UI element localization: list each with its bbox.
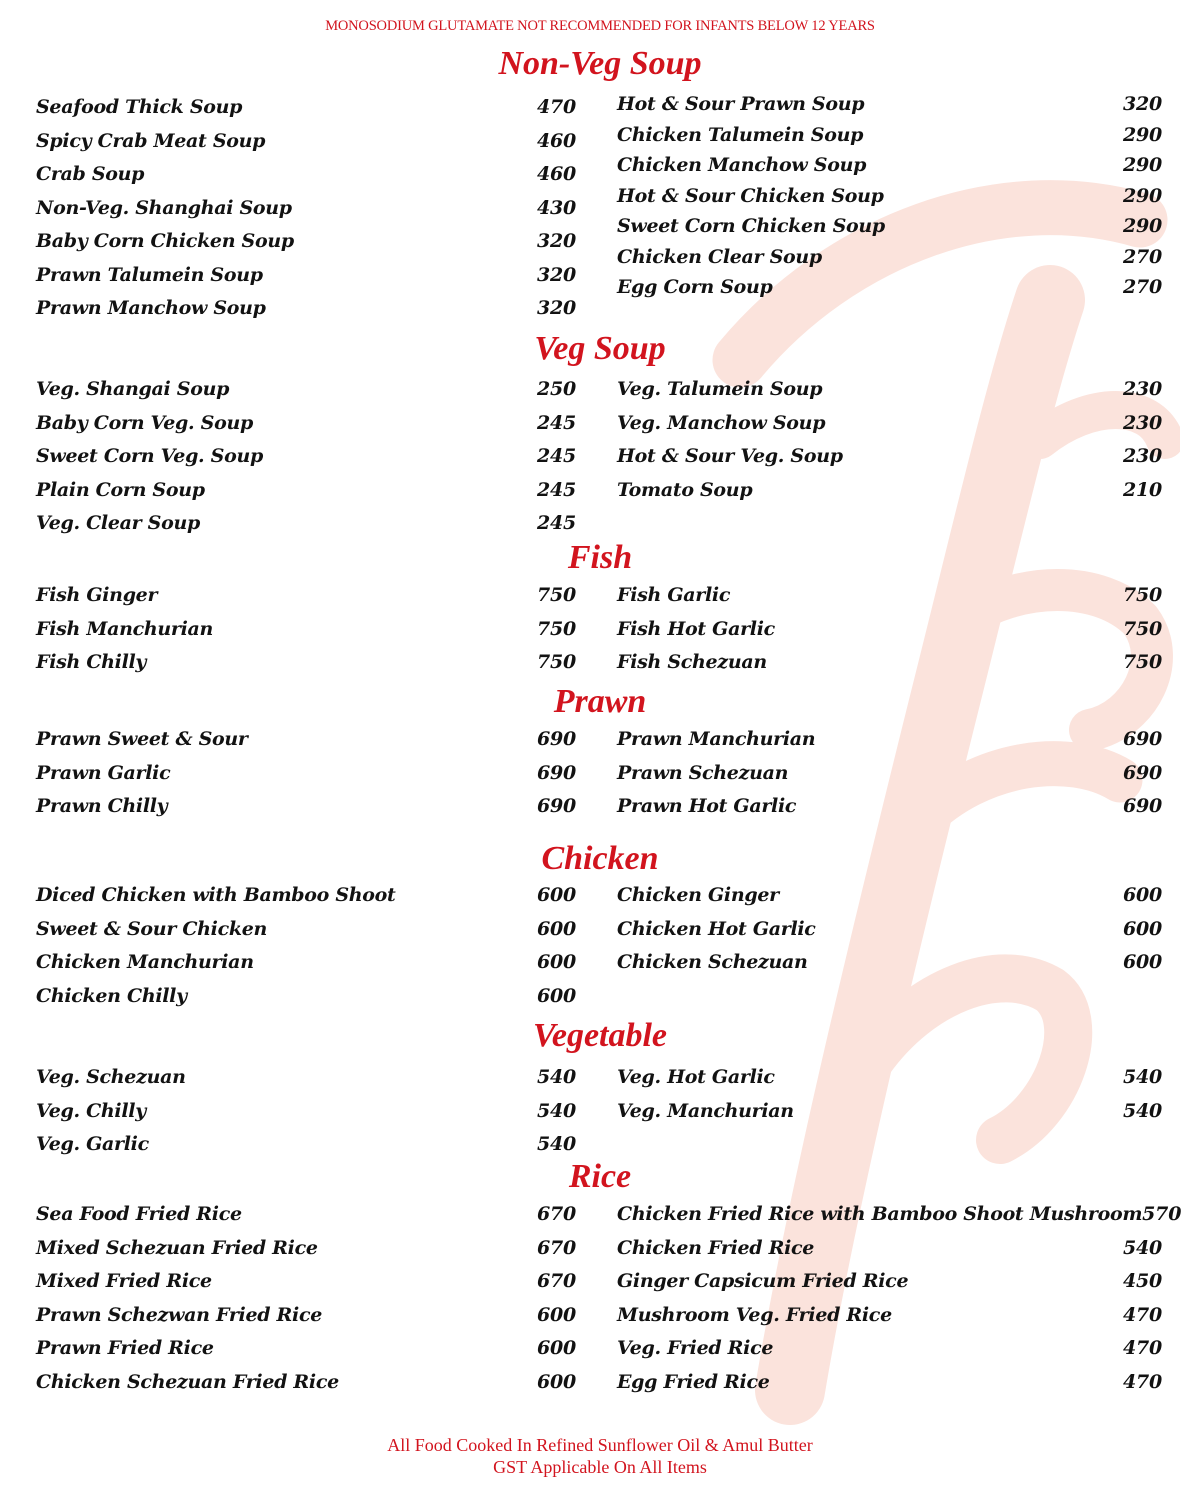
menu-item <box>617 1332 1162 1366</box>
item-price: 690 <box>536 795 576 817</box>
menu-item <box>36 292 576 326</box>
menu-item <box>36 474 576 508</box>
item-name: Prawn Hot Garlic <box>617 795 797 817</box>
item-price: 320 <box>536 297 576 319</box>
heading-rice: Rice <box>568 1158 632 1195</box>
menu-item <box>617 242 1162 273</box>
menu-item <box>617 1061 1162 1095</box>
menu-item <box>36 790 576 824</box>
item-price: 670 <box>536 1203 576 1225</box>
menu-item <box>617 1265 1162 1299</box>
item-price: 690 <box>1122 795 1162 817</box>
heading-prawn: Prawn <box>553 683 647 720</box>
menu-item <box>36 1061 576 1095</box>
item-price: 540 <box>1122 1099 1162 1122</box>
item-price: 270 <box>1122 276 1162 298</box>
prawn-right-list <box>617 723 1162 824</box>
item-price: 750 <box>1122 651 1162 673</box>
heading-chicken: Chicken <box>541 840 659 877</box>
item-name: Prawn Schezwan Fried Rice <box>36 1303 323 1326</box>
msg-notice: MONOSODIUM GLUTAMATE NOT RECOMMENDED FOR INFANTS BELOW 12 YEARS <box>325 18 875 34</box>
fish-right-list <box>617 579 1162 680</box>
item-name: Chicken Chilly <box>36 984 187 1007</box>
item-price: 320 <box>536 263 576 286</box>
item-price: 245 <box>536 445 576 467</box>
item-price: 750 <box>1122 617 1162 640</box>
menu-item <box>617 1366 1162 1400</box>
item-price: 570 <box>1142 1203 1182 1225</box>
item-price: 245 <box>536 478 576 501</box>
item-name: Mixed Schezuan Fried Rice <box>36 1236 318 1259</box>
menu-item <box>617 407 1162 441</box>
footer-gst-note: GST Applicable On All Items <box>493 1457 707 1477</box>
menu-item <box>617 790 1162 824</box>
menu-item <box>36 646 576 680</box>
item-price: 540 <box>1122 1066 1162 1088</box>
menu-item <box>36 757 576 791</box>
prawn-left-list <box>36 723 576 824</box>
heading-fish: Fish <box>567 539 633 576</box>
item-name: Veg. Manchurian <box>617 1099 794 1122</box>
item-price: 290 <box>1122 154 1162 176</box>
menu-item <box>617 579 1162 613</box>
item-price: 690 <box>536 761 576 784</box>
item-price: 600 <box>1122 917 1162 940</box>
item-price: 600 <box>536 1370 576 1393</box>
item-name: Tomato Soup <box>617 478 753 501</box>
rice-right-list <box>617 1198 1182 1399</box>
veg-soup-left-list <box>36 373 576 541</box>
item-name: Chicken Hot Garlic <box>617 917 816 940</box>
item-price: 690 <box>1122 761 1162 784</box>
item-price: 670 <box>536 1270 576 1292</box>
item-price: 540 <box>1122 1236 1162 1259</box>
item-price: 600 <box>536 984 576 1007</box>
item-price: 290 <box>1122 215 1162 237</box>
menu-item <box>617 272 1162 303</box>
item-price: 245 <box>536 411 576 434</box>
vegetable-right-list <box>617 1061 1162 1128</box>
menu-item <box>36 125 576 159</box>
menu-item <box>617 440 1162 474</box>
menu-item <box>617 1232 1162 1266</box>
item-name: Veg. Hot Garlic <box>617 1066 775 1088</box>
menu-item <box>617 613 1162 647</box>
item-price: 540 <box>536 1066 576 1088</box>
item-name: Veg. Talumein Soup <box>617 378 823 400</box>
menu-item <box>617 723 1162 757</box>
item-price: 250 <box>536 378 576 400</box>
item-name: Sea Food Fried Rice <box>36 1203 242 1225</box>
item-name: Veg. Manchow Soup <box>617 411 826 434</box>
menu-item <box>36 1366 576 1400</box>
item-price: 230 <box>1122 378 1162 400</box>
item-name: Plain Corn Soup <box>36 478 205 501</box>
menu-item <box>617 913 1162 947</box>
menu-item <box>617 211 1162 242</box>
menu-item <box>617 181 1162 212</box>
item-name: Fish Manchurian <box>36 617 214 640</box>
item-price: 540 <box>536 1133 576 1155</box>
item-price: 320 <box>1122 93 1162 115</box>
menu-item <box>617 150 1162 181</box>
item-price: 600 <box>536 1303 576 1326</box>
item-name: Egg Corn Soup <box>617 276 773 298</box>
item-name: Diced Chicken with Bamboo Shoot <box>36 884 396 906</box>
menu-item <box>36 407 576 441</box>
non-veg-soup-right-list <box>617 89 1162 303</box>
item-name: Prawn Manchow Soup <box>36 297 266 319</box>
chicken-left-list <box>36 879 576 1013</box>
menu-item <box>617 1095 1162 1129</box>
item-name: Veg. Fried Rice <box>617 1337 774 1359</box>
item-price: 600 <box>1122 951 1162 973</box>
item-price: 290 <box>1122 184 1162 207</box>
item-name: Fish Schezuan <box>617 651 767 673</box>
item-name: Sweet Corn Chicken Soup <box>617 215 885 237</box>
menu-item <box>36 1095 576 1129</box>
item-price: 270 <box>1122 245 1162 268</box>
item-price: 470 <box>1122 1337 1162 1359</box>
vegetable-left-list <box>36 1061 576 1162</box>
item-price: 600 <box>536 951 576 973</box>
menu-item <box>36 192 576 226</box>
menu-item <box>617 120 1162 151</box>
footer-oil-note: All Food Cooked In Refined Sunflower Oil & Amul Butter <box>387 1435 813 1455</box>
item-name: Baby Corn Chicken Soup <box>36 230 294 252</box>
item-name: Veg. Shangai Soup <box>36 378 230 400</box>
item-name: Chicken Talumein Soup <box>617 123 864 146</box>
item-name: Veg. Chilly <box>36 1099 146 1122</box>
heading-non-veg-soup: Non-Veg Soup <box>498 45 702 82</box>
item-price: 690 <box>1122 728 1162 750</box>
item-name: Chicken Ginger <box>617 884 779 906</box>
menu-item <box>36 1332 576 1366</box>
menu-item <box>617 373 1162 407</box>
item-name: Prawn Sweet & Sour <box>36 728 248 750</box>
menu-item <box>36 91 576 125</box>
item-name: Mixed Fried Rice <box>36 1270 212 1292</box>
item-price: 750 <box>536 651 576 673</box>
item-name: Fish Garlic <box>617 584 731 606</box>
item-name: Chicken Manchow Soup <box>617 154 867 176</box>
item-price: 230 <box>1122 445 1162 467</box>
item-name: Chicken Manchurian <box>36 951 254 973</box>
menu-item <box>36 225 576 259</box>
menu-item <box>617 879 1162 913</box>
item-price: 750 <box>536 584 576 606</box>
item-price: 430 <box>536 196 576 219</box>
menu-item <box>617 946 1162 980</box>
item-name: Chicken Fried Rice with Bamboo Shoot Mushroom <box>617 1203 1143 1225</box>
menu-item <box>617 1198 1182 1232</box>
item-name: Fish Ginger <box>36 584 158 606</box>
item-price: 470 <box>1122 1370 1162 1393</box>
item-name: Crab Soup <box>36 163 145 185</box>
item-name: Sweet & Sour Chicken <box>36 917 268 940</box>
item-price: 600 <box>536 884 576 906</box>
menu-item <box>36 1232 576 1266</box>
item-name: Non-Veg. Shanghai Soup <box>36 196 292 219</box>
item-name: Spicy Crab Meat Soup <box>36 129 266 152</box>
non-veg-soup-left-list <box>36 91 576 326</box>
menu-item <box>36 579 576 613</box>
item-name: Hot & Sour Prawn Soup <box>617 93 865 115</box>
item-name: Fish Hot Garlic <box>617 617 775 640</box>
item-price: 245 <box>536 512 576 534</box>
menu-item <box>36 507 576 541</box>
menu-item <box>617 757 1162 791</box>
item-name: Chicken Schezuan Fried Rice <box>36 1370 339 1393</box>
heading-veg-soup: Veg Soup <box>534 330 666 367</box>
item-name: Prawn Schezuan <box>617 761 789 784</box>
menu-item <box>36 913 576 947</box>
menu-item <box>36 1265 576 1299</box>
item-price: 600 <box>536 1337 576 1359</box>
fish-left-list <box>36 579 576 680</box>
menu-item <box>36 946 576 980</box>
menu-item <box>36 879 576 913</box>
item-name: Mushroom Veg. Fried Rice <box>617 1303 892 1326</box>
menu-item <box>617 646 1162 680</box>
item-price: 670 <box>536 1236 576 1259</box>
menu-item <box>36 158 576 192</box>
item-name: Ginger Capsicum Fried Rice <box>617 1270 909 1292</box>
item-name: Fish Chilly <box>36 651 147 673</box>
menu-item <box>36 1198 576 1232</box>
item-name: Hot & Sour Chicken Soup <box>617 184 884 207</box>
item-price: 450 <box>1122 1270 1162 1292</box>
item-price: 460 <box>536 163 576 185</box>
item-price: 540 <box>536 1099 576 1122</box>
menu-item <box>617 474 1162 508</box>
item-name: Veg. Garlic <box>36 1133 149 1155</box>
item-name: Chicken Fried Rice <box>617 1236 815 1259</box>
menu-item <box>36 440 576 474</box>
item-price: 690 <box>536 728 576 750</box>
menu-item <box>617 89 1162 120</box>
item-name: Prawn Manchurian <box>617 728 816 750</box>
item-price: 470 <box>536 96 576 118</box>
item-name: Veg. Clear Soup <box>36 512 200 534</box>
chicken-right-list <box>617 879 1162 980</box>
menu-item <box>36 373 576 407</box>
menu-item <box>617 1299 1162 1333</box>
menu-item <box>36 723 576 757</box>
item-price: 750 <box>1122 584 1162 606</box>
item-price: 460 <box>536 129 576 152</box>
menu-item <box>36 980 576 1014</box>
item-name: Prawn Talumein Soup <box>36 263 263 286</box>
veg-soup-right-list <box>617 373 1162 507</box>
item-name: Hot & Sour Veg. Soup <box>617 445 843 467</box>
item-name: Chicken Clear Soup <box>617 245 822 268</box>
item-price: 290 <box>1122 123 1162 146</box>
item-name: Prawn Chilly <box>36 795 168 817</box>
menu-item <box>36 613 576 647</box>
item-name: Sweet Corn Veg. Soup <box>36 445 263 467</box>
item-price: 210 <box>1122 478 1162 501</box>
item-name: Veg. Schezuan <box>36 1066 186 1088</box>
item-name: Egg Fried Rice <box>617 1370 770 1393</box>
heading-vegetable: Vegetable <box>532 1017 668 1054</box>
item-price: 750 <box>536 617 576 640</box>
item-name: Chicken Schezuan <box>617 951 808 973</box>
menu-item <box>36 1299 576 1333</box>
item-price: 470 <box>1122 1303 1162 1326</box>
item-price: 600 <box>1122 884 1162 906</box>
item-price: 230 <box>1122 411 1162 434</box>
item-name: Seafood Thick Soup <box>36 96 243 118</box>
item-price: 600 <box>536 917 576 940</box>
item-name: Prawn Garlic <box>36 761 171 784</box>
item-price: 320 <box>536 230 576 252</box>
item-name: Prawn Fried Rice <box>36 1337 214 1359</box>
menu-item <box>36 259 576 293</box>
item-name: Baby Corn Veg. Soup <box>36 411 253 434</box>
rice-left-list <box>36 1198 576 1399</box>
